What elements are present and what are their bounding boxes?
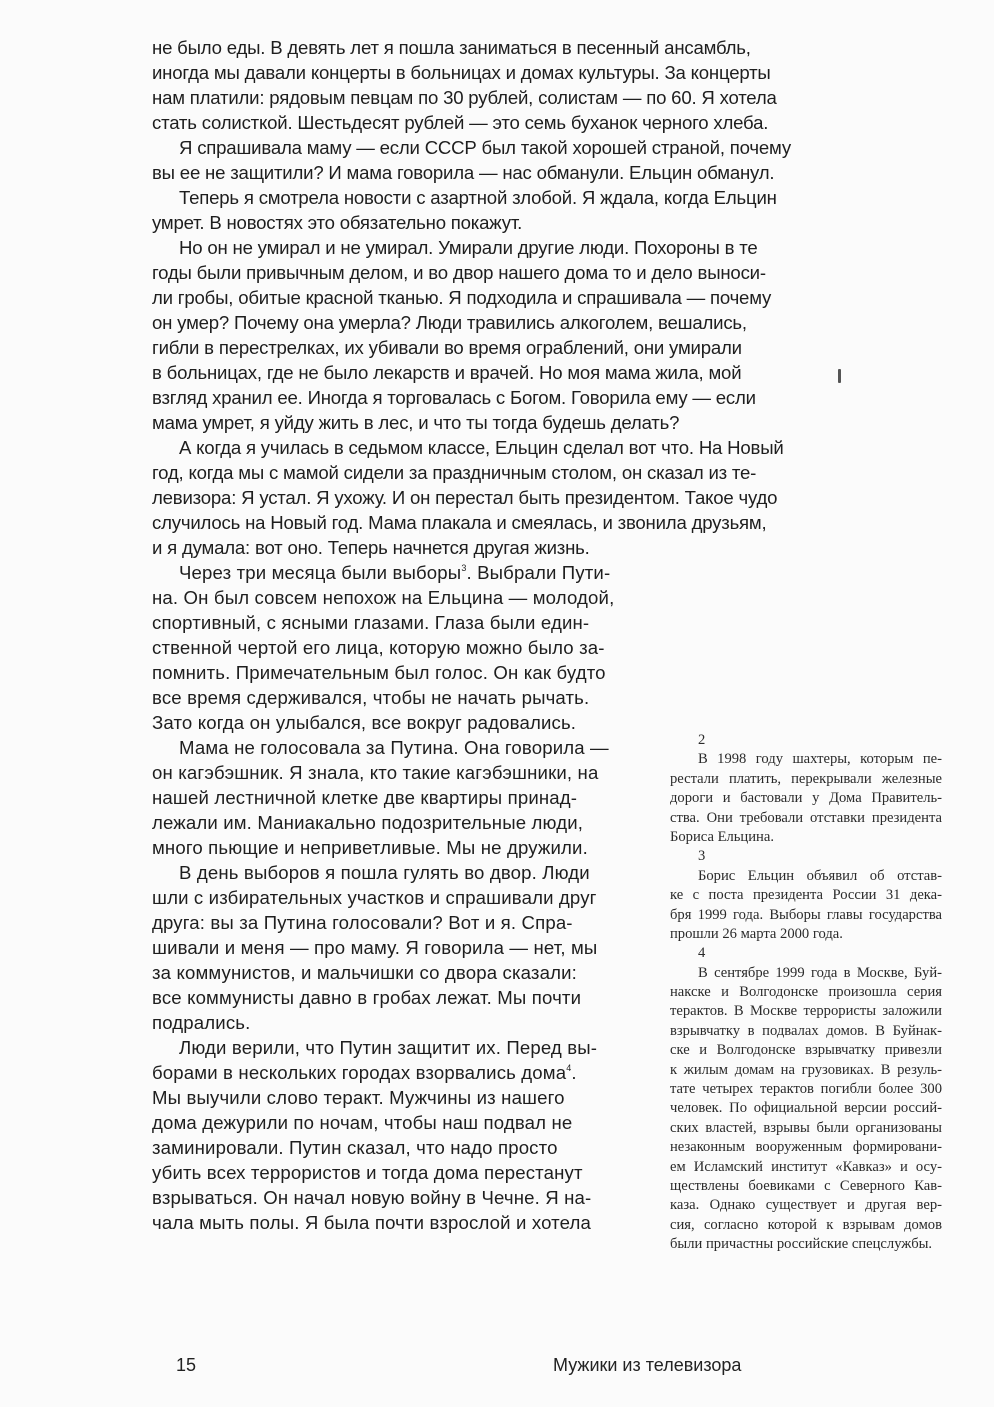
text-line: много пьющие и неприветливые. Мы не дружили. <box>152 837 588 858</box>
text-line: ли гробы, обитые красной тканью. Я подходила и спрашивала — почему <box>152 287 772 308</box>
footnotes-column <box>670 731 942 1255</box>
footnote-line: были причастны российские спецслужбы. <box>670 1236 933 1253</box>
paragraph-start-line <box>152 560 832 585</box>
text-line: взрываться. Он начал новую войну в Чечне. Я на- <box>152 1187 592 1208</box>
footnote-line: взрывчатку в подвалах домов. В Буйнак- <box>670 1022 942 1039</box>
text-line: шли с избирательных участков и спрашивали друг <box>152 887 597 908</box>
text-segment: . <box>571 1062 577 1083</box>
paragraph-start-line: Люди верили, что Путин защитит их. Перед вы- <box>179 1037 598 1058</box>
text-line: не было еды. В девять лет я пошла заниматься в песенный ансамбль, <box>152 37 751 58</box>
text-line: Мы выучили слово теракт. Мужчины из нашего <box>152 1087 565 1108</box>
text-line: вы ее не защитили? И мама говорила — нас обманули. Ельцин обманул. <box>152 162 775 183</box>
footnote-line: тате четырех терактов погибли более 300 <box>670 1081 942 1098</box>
footnote-number: 4 <box>698 945 706 962</box>
text-line: мама умрет, я уйду жить в лес, и что ты тогда будешь делать? <box>152 412 680 433</box>
text-segment: борами в нескольких городах взорвались дома <box>152 1062 567 1083</box>
text-line: за коммунистов, и мальчишки со двора сказали: <box>152 962 577 983</box>
text-line: убить всех террористов и тогда дома перестанут <box>152 1162 583 1183</box>
text-line: дома дежурили по ночам, чтобы наш подвал не <box>152 1112 573 1133</box>
text-line: случилось на Новый год. Мама плакала и смеялась, и звонила друзьям, <box>152 512 767 533</box>
footnote-line: к жилым домам на грузовиках. В резуль- <box>670 1061 942 1078</box>
footnote-line: сия, согласно которой к взрывам домов <box>670 1216 942 1233</box>
footnote-line: накске и Волгодонске произошла серия <box>670 984 942 1001</box>
text-line: все время сдерживался, чтобы не начать рычать. <box>152 687 590 708</box>
text-line: взгляд хранил ее. Иногда я торговалась с Богом. Говорила ему — если <box>152 387 756 408</box>
footnote-number: 3 <box>698 848 706 865</box>
text-line: ственной чертой его лица, которую можно было за- <box>152 637 605 658</box>
footnote-number: 2 <box>698 732 706 748</box>
paragraph-start-line: А когда я училась в седьмом классе, Ельцин сделал вот что. На Новый <box>179 437 784 458</box>
text-segment: . Выбрали Пути- <box>466 562 611 583</box>
text-line: шивали и меня — про маму. Я говорила — нет, мы <box>152 937 598 958</box>
footnote-line: В 1998 году шахтеры, которым пе- <box>698 751 942 768</box>
text-line: гибли в перестрелках, их убивали во время ограблений, они умирали <box>152 337 742 358</box>
footnote-line: ем Исламский институт «Кавказ» и осу- <box>670 1158 942 1175</box>
footnote-line: ществлены боевиками с Северного Кав- <box>670 1177 942 1194</box>
paragraph-start-line: Я спрашивала маму — если СССР был такой хорошей страной, почему <box>179 137 791 158</box>
text-line: все коммунисты давно в гробах лежат. Мы почти <box>152 987 582 1008</box>
running-title: Мужики из телевизора <box>553 1355 742 1375</box>
footnote-line: Бориса Ельцина. <box>670 828 774 845</box>
paragraph-start-line: Теперь я смотрела новости с азартной злобой. Я ждала, когда Ельцин <box>179 187 777 208</box>
text-line: лежали им. Маниакально подозрительные люди, <box>152 812 584 833</box>
scan-artifact <box>838 369 841 383</box>
footnote-line: Борис Ельцин объявил об отстав- <box>698 867 942 884</box>
text-line: левизора: Я устал. Я ухожу. И он перестал быть президентом. Такое чудо <box>152 487 778 508</box>
paragraph-start-line: Мама не голосовала за Путина. Она говорила — <box>179 737 609 758</box>
text-line: он кагэбэшник. Я знала, кто такие кагэбэшники, на <box>152 762 599 783</box>
text-line: год, когда мы с мамой сидели за праздничным столом, он сказал из те- <box>152 462 757 483</box>
text-line: нам платили: рядовым певцам по 30 рублей, солистам — по 60. Я хотела <box>152 87 777 108</box>
footnote-line: В сентябре 1999 года в Москве, Буй- <box>698 964 942 981</box>
text-line: он умер? Почему она умерла? Люди травились алкоголем, вешались, <box>152 312 747 333</box>
footnote-line: бря 1999 года. Выборы главы государства <box>670 906 942 923</box>
text-line: годы были привычным делом, и во двор нашего дома то и дело выноси- <box>152 262 766 283</box>
text-line: нашей лестничной клетке две квартиры принад- <box>152 787 578 808</box>
footnote-line: ских властей, взрывы были организованы <box>670 1119 942 1136</box>
text-line: помнить. Примечательным был голос. Он как будто <box>152 662 606 683</box>
text-line: на. Он был совсем непохож на Ельцина — молодой, <box>152 587 615 608</box>
footnote-ref-3[interactable]: 3 <box>461 563 467 573</box>
footnote-line: человек. По официальной версии россий- <box>670 1100 942 1117</box>
footnote-line: ства. Они требовали отставки президента <box>670 809 942 826</box>
text-line: заминировали. Путин сказал, что надо просто <box>152 1137 558 1158</box>
footnote-line: прошли 26 марта 2000 года. <box>670 925 843 942</box>
text-line: иногда мы давали концерты в больницах и домах культуры. За концерты <box>152 62 771 83</box>
footnote-line: ке с поста президента России 31 дека- <box>670 887 942 904</box>
paragraph-start-line: В день выборов я пошла гулять во двор. Люди <box>179 862 590 883</box>
text-line: друга: вы за Путина голосовали? Вот и я. Спра- <box>152 912 573 933</box>
text-line: в больницах, где не было лекарств и врачей. Но моя мама жила, мой <box>152 362 742 383</box>
text-line: умрет. В новостях это обязательно покажут. <box>152 212 523 233</box>
footnote-line: дороги и бастовали у Дома Правитель- <box>670 790 942 807</box>
footnote-line: рестали платить, перекрывали железные <box>670 770 942 787</box>
paragraph-start-line: Но он не умирал и не умирал. Умирали другие люди. Похороны в те <box>179 237 758 258</box>
footnote-ref-4[interactable]: 4 <box>566 1063 572 1073</box>
text-line: Зато когда он улыбался, все вокруг радовались. <box>152 712 577 733</box>
text-segment: Через три месяца были выборы <box>179 562 462 583</box>
text-line: спортивный, с ясными глазами. Глаза были един- <box>152 612 590 633</box>
footnote-line: терактов. В Москве террористы заложили <box>670 1003 942 1020</box>
footnote-line: незаконным вооруженным формировани- <box>670 1139 942 1156</box>
text-line: стать солисткой. Шестьдесят рублей — это семь буханок черного хлеба. <box>152 112 769 133</box>
text-line: чала мыть полы. Я была почти взрослой и хотела <box>152 1212 591 1233</box>
footnote-line: каза. Однако существует и другая вер- <box>670 1197 942 1214</box>
footnote-line: ске и Волгодонске взрывчатку привезли <box>670 1042 942 1059</box>
page-number: 15 <box>176 1355 197 1375</box>
text-line: подрались. <box>152 1012 251 1033</box>
text-line: и я думала: вот оно. Теперь начнется другая жизнь. <box>152 537 590 558</box>
